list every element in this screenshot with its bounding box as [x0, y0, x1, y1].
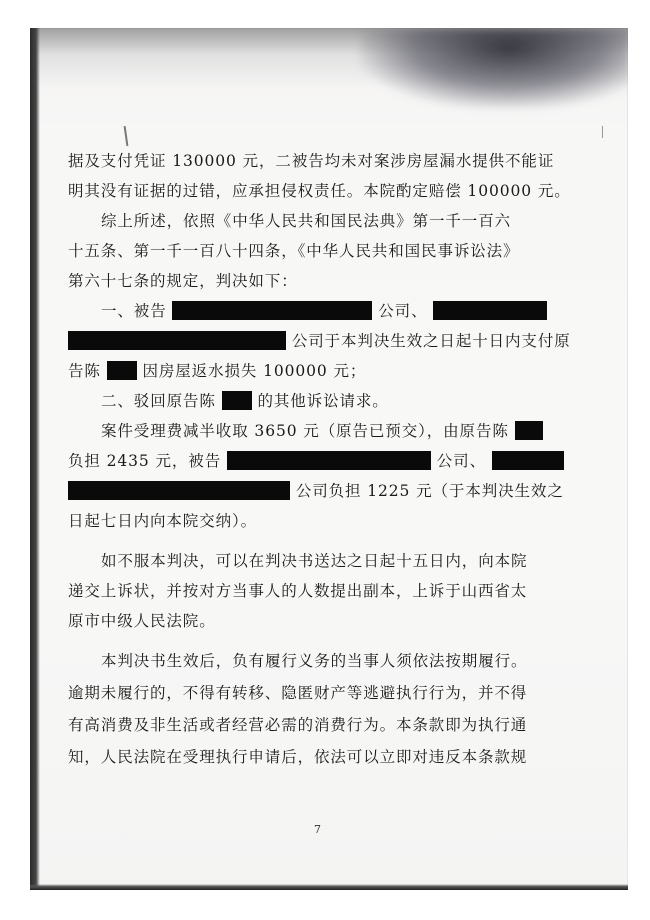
text-segment: 公司、	[436, 452, 486, 470]
text-segment: 十五条、第一千一百八十四条，《中华人民共和国民事诉讼法》	[68, 242, 520, 260]
text-line	[101, 391, 389, 411]
text-line	[68, 241, 519, 261]
text-line	[101, 211, 511, 231]
text-segment: 公司负担 1225 元（于本判决生效之	[295, 482, 564, 500]
text-line	[68, 451, 564, 471]
text-line	[101, 551, 527, 571]
text-segment: 综上所述，依照《中华人民共和国民法典》第一千一百六	[101, 212, 512, 230]
text-segment: 第六十七条的规定，判决如下：	[68, 272, 298, 290]
text-segment: 日起七日内向本院交纳）。	[68, 512, 258, 530]
redaction-bar	[68, 331, 286, 350]
redaction-bar	[492, 451, 564, 470]
blurred-corner-shadow	[360, 28, 628, 108]
text-line	[68, 715, 527, 735]
text-line	[68, 361, 366, 381]
text-segment: 逾期未履行的，不得有转移、隐匿财产等逃避执行行为，并不得	[68, 684, 528, 702]
text-segment: 二、驳回原告陈	[101, 392, 216, 410]
text-segment: 明其没有证据的过错，应承担侵权责任。本院酌定赔偿 100000 元。	[68, 182, 571, 200]
text-line	[68, 683, 527, 703]
redaction-bar	[222, 391, 252, 410]
text-segment: 案件受理费减半收取 3650 元（原告已预交），由原告陈	[101, 422, 509, 440]
text-segment: 如不服本判决，可以在判决书送达之日起十五日内，向本院	[101, 552, 528, 570]
redaction-bar	[433, 301, 547, 320]
redaction-bar	[172, 301, 372, 320]
text-line	[68, 271, 298, 291]
text-line	[68, 747, 527, 767]
redaction-bar	[227, 451, 431, 470]
text-line	[101, 651, 527, 671]
text-segment: 原市中级人民法院。	[68, 612, 216, 630]
text-segment: 有高消费及非生活或者经营必需的消费行为。本条款即为执行通	[68, 716, 528, 734]
text-segment: 公司、	[378, 302, 428, 320]
text-segment: 递交上诉状，并按对方当事人的人数提出副本，上诉于山西省太	[68, 582, 528, 600]
page-edge-bottom	[30, 884, 628, 890]
text-segment: 据及支付凭证 130000 元，二被告均未对案涉房屋漏水提供不能证	[68, 152, 555, 170]
text-line	[68, 581, 527, 601]
redaction-bar	[68, 481, 290, 500]
text-segment: 一、被告	[101, 302, 167, 320]
redaction-bar	[515, 421, 543, 440]
text-line	[68, 611, 216, 631]
text-line	[68, 331, 571, 351]
text-segment: 的其他诉讼请求。	[257, 392, 389, 410]
text-segment: 知，人民法院在受理执行申请后，依法可以立即对违反本条款规	[68, 748, 528, 766]
page-edge-left	[30, 28, 40, 890]
text-line	[68, 181, 571, 201]
text-line	[68, 151, 554, 171]
text-line	[101, 301, 547, 321]
margin-tick	[602, 126, 603, 138]
text-segment: 本判决书生效后，负有履行义务的当事人须依法按期履行。	[101, 652, 528, 670]
text-line	[68, 481, 564, 501]
text-segment: 公司于本判决生效之日起十日内支付原	[291, 332, 571, 350]
text-line	[101, 421, 543, 441]
pen-mark	[124, 126, 129, 146]
page-number: 7	[314, 823, 321, 836]
text-line	[68, 511, 257, 531]
text-segment: 因房屋返水损失 100000 元；	[142, 362, 367, 380]
redaction-bar	[107, 361, 137, 380]
text-segment: 告陈	[68, 362, 101, 380]
text-segment: 负担 2435 元，被告	[68, 452, 222, 470]
